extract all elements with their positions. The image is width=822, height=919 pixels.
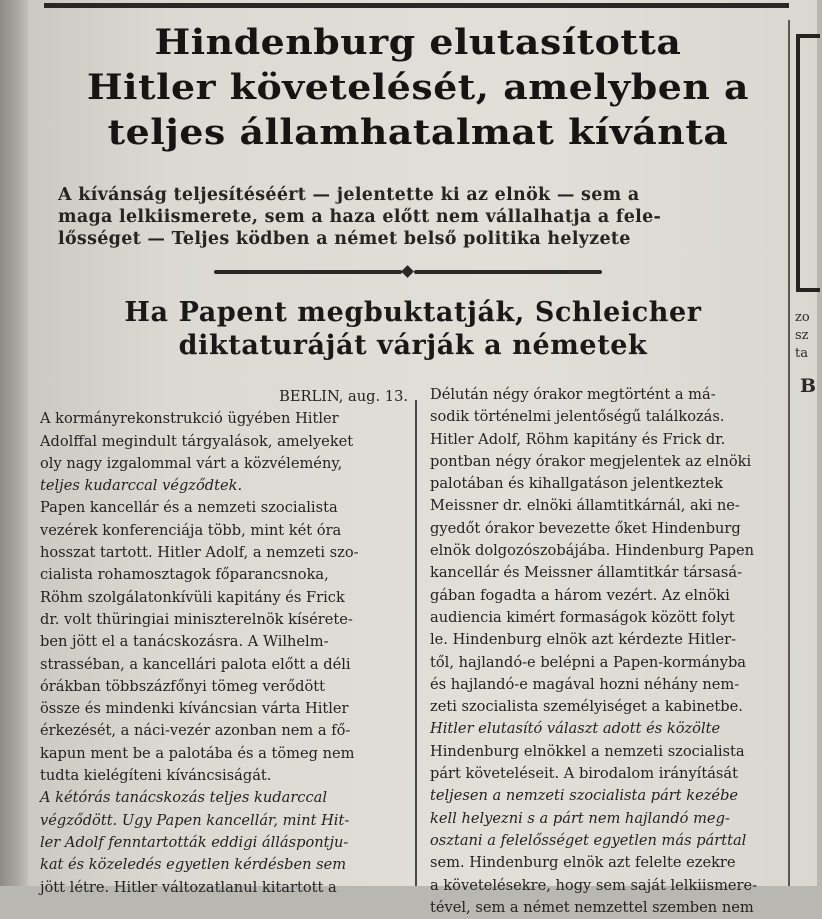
article-line: palotában és kihallgatáson jelentkeztek: [430, 475, 724, 493]
adjacent-box-frame: [796, 34, 820, 292]
column-rule: [415, 400, 417, 886]
article-line: Meissner dr. elnöki államtitkárnál, aki ne-: [430, 497, 740, 515]
article-line: ben jött el a tanácskozásra. A Wilhelm-: [40, 633, 329, 651]
headline-line: Hitler követelését, amelyben a: [86, 67, 750, 108]
article-line: kancellár és Meissner államtitkár társasá-: [430, 564, 743, 582]
subheadline-line: A kívánság teljesítéséért — jelentette ki az elnök — sem a: [58, 185, 640, 205]
article-line: Adolffal megindult tárgyalások, amelyeket: [40, 432, 354, 450]
article-line: A kétórás tanácskozás teljes kudarccal: [40, 789, 328, 807]
article-line: jött létre. Hitler változatlanul kitartott a: [40, 878, 337, 896]
article-line: Hitler Adolf, Röhm kapitány és Frick dr.: [430, 430, 726, 448]
article-line: Hindenburg elnökkel a nemzeti szocialista: [430, 742, 745, 760]
article-line: párt követeléseit. A birodalom irányítását: [430, 765, 738, 783]
adjacent-column-fragment: [790, 20, 817, 886]
article-line: től, hajlandó-e belépni a Papen-kormányba: [430, 653, 746, 671]
article-line: Papen kancellár és a nemzeti szocialista: [40, 499, 338, 517]
adjacent-text-fragment: zo: [795, 310, 810, 325]
article-line: tével, sem a német nemzettel szemben nem: [430, 898, 754, 916]
headline-line: teljes államhatalmat kívánta: [107, 112, 729, 153]
article-line: osztani a felelősséget egyetlen más párttal: [430, 831, 747, 849]
article-line: órákban többszázfőnyi tömeg verődött: [40, 677, 326, 695]
headline-line: Hindenburg elutasította: [154, 22, 682, 63]
subheadline-line: maga lelkiismerete, sem a haza előtt nem vállalhatja a fele-: [58, 207, 662, 227]
article-line: A kormányrekonstrukció ügyében Hitler: [40, 410, 339, 428]
dateline: BERLIN, aug. 13.: [279, 388, 408, 405]
article-line: végződött. Ugy Papen kancellár, mint Hit-: [40, 811, 350, 829]
article-column-right: [430, 384, 790, 919]
article-line: tudta kielégíteni kíváncsiságát.: [40, 767, 272, 785]
article-line: le. Hindenburg elnök azt kérdezte Hitler-: [430, 631, 737, 649]
article-column-left: [40, 386, 412, 899]
adjacent-text-fragment: sz: [795, 328, 809, 343]
divider-bar-right: [414, 270, 602, 274]
article-line: vezérek konferenciája több, mint két óra: [40, 521, 342, 539]
article-line: sem. Hindenburg elnök azt felelte ezekre: [430, 854, 736, 872]
article-line: ler Adolf fenntartották eddigi álláspontju-: [40, 833, 349, 851]
newspaper-page: [28, 0, 817, 916]
article-line: gyedőt órakor bevezette őket Hindenburg: [430, 519, 741, 537]
article-line: érkezését, a náci-vezér azonban nem a fő-: [40, 722, 351, 740]
article-line: a követelésekre, hogy sem saját lelkiismere-: [430, 876, 758, 894]
article-line: elnök dolgozószobájába. Hindenburg Papen: [430, 542, 755, 560]
article-line: kell helyezni s a párt nem hajlandó meg-: [430, 809, 730, 827]
article-line: teljes kudarccal végződtek.: [40, 477, 243, 495]
secondary-headline-line: Ha Papent megbuktatják, Schleicher: [124, 297, 702, 328]
article-line: össze és mindenki kíváncsian várta Hitler: [40, 700, 349, 718]
article-line: és hajlandó-e magával hozni néhány nem-: [430, 675, 740, 693]
article-line: kat és közeledés egyetlen kérdésben sem: [40, 856, 347, 874]
ornamental-divider: [214, 266, 602, 278]
article-line: hosszat tartott. Hitler Adolf, a nemzeti szo-: [40, 544, 359, 562]
article-line: dr. volt thüringiai miniszterelnök kísérete-: [40, 610, 353, 628]
article-line: gában fogadta a három vezért. Az elnöki: [430, 586, 730, 604]
article-line: oly nagy izgalommal várt a közvélemény,: [40, 454, 343, 472]
adjacent-initial: B: [800, 375, 817, 397]
article-line: pontban négy órakor megjelentek az elnöki: [430, 452, 752, 470]
article-line: strasséban, a kancellári palota előtt a déli: [40, 655, 351, 673]
article-line: Hitler elutasító választ adott és közölte: [430, 720, 721, 738]
subheadline-line: lősséget — Teljes ködben a német belső politika helyzete: [58, 229, 631, 249]
article-line: Röhm szolgálatonkívüli kapitány és Frick: [40, 588, 345, 606]
article-line: zeti szocialista személyiséget a kabinetbe.: [430, 698, 743, 716]
subheadline: [58, 184, 774, 250]
main-headline: [14, 20, 822, 155]
divider-bar-left: [214, 270, 402, 274]
secondary-headline: [34, 296, 792, 362]
article-line: cialista rohamosztagok főparancsnoka,: [40, 566, 329, 584]
article-line: teljesen a nemzeti szocialista párt kezébe: [430, 787, 739, 805]
article-line: audiencia kimért formaságok között folyt: [430, 608, 735, 626]
article-line: Délután négy órakor megtörtént a má-: [430, 386, 716, 403]
top-rule: [44, 3, 789, 8]
adjacent-text-fragment: ta: [795, 346, 808, 361]
article-line: sodik történelmi jelentőségű találkozás.: [430, 408, 725, 426]
secondary-headline-line: diktaturáját várják a németek: [178, 330, 648, 361]
divider-diamond-icon: [401, 265, 414, 278]
article-line: kapun ment be a palotába és a tömeg nem: [40, 744, 355, 762]
